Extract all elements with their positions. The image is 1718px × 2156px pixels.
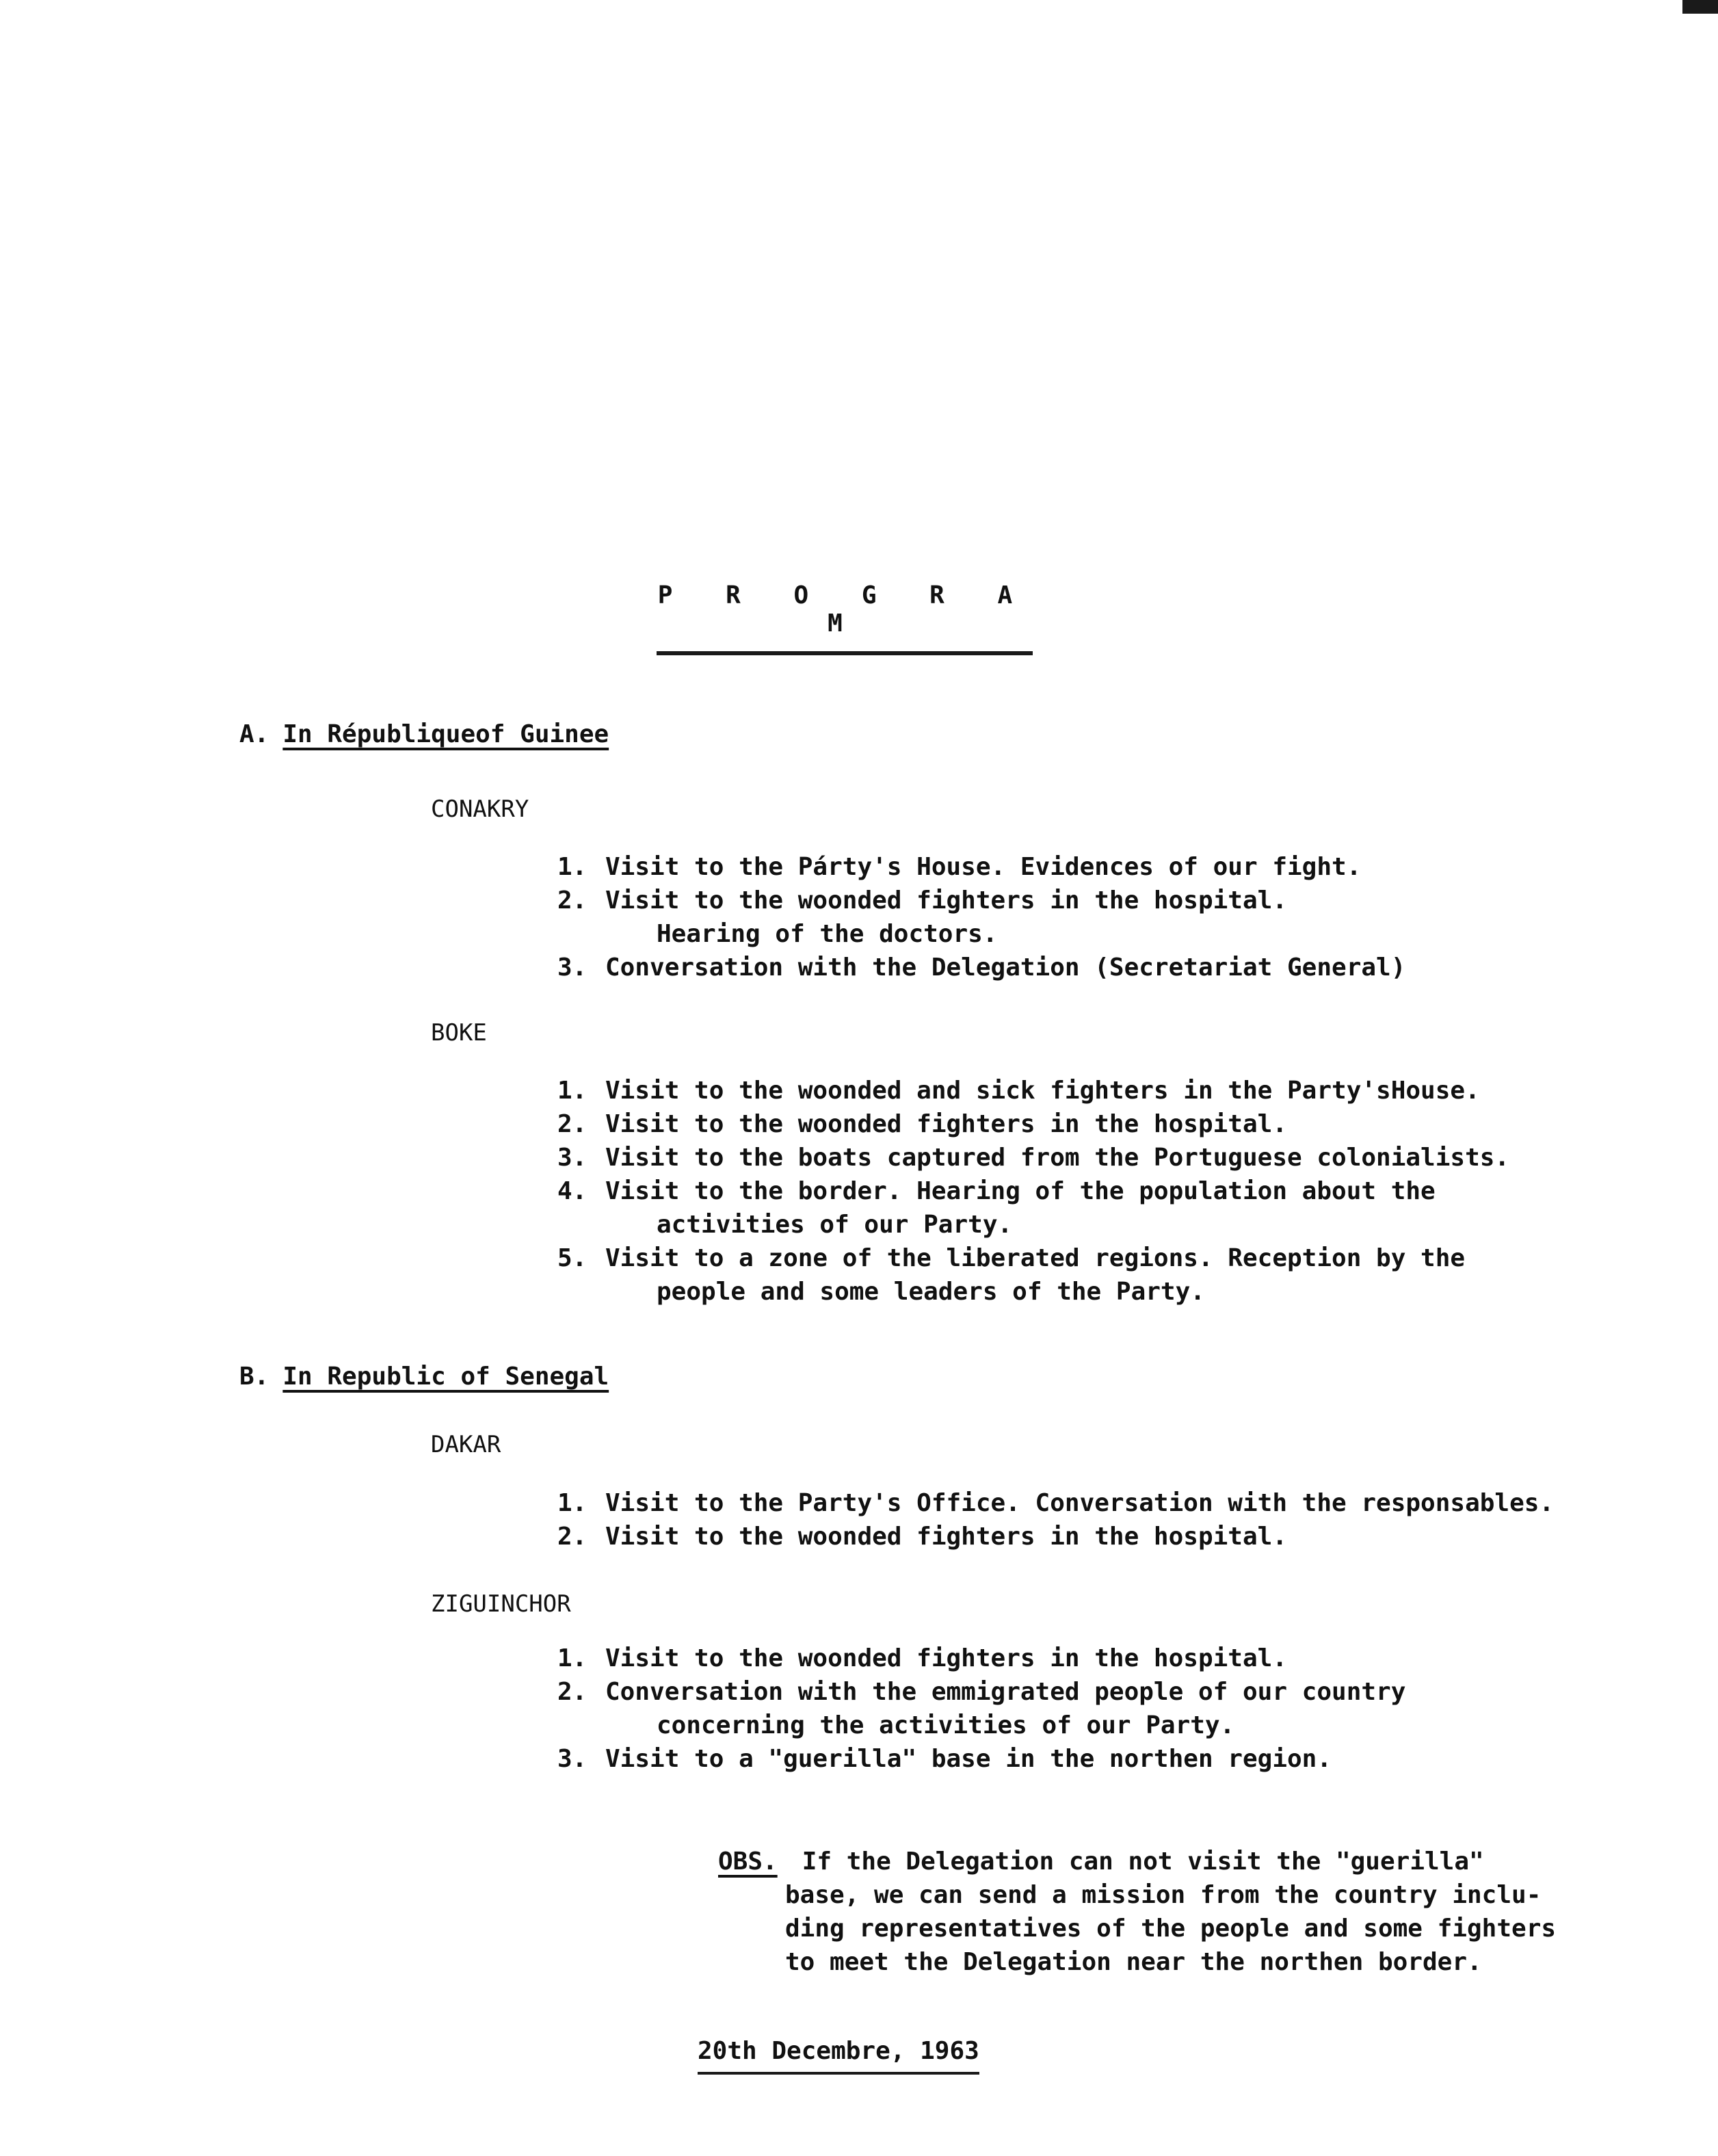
scan-corner-mark [1682,0,1718,14]
conakry-list [557,850,1405,984]
city-ziguinchor: ZIGUINCHOR [431,1590,571,1618]
list-item: 2. Visit to the woonded fighters in the hospital. Hearing of the doctors. [557,886,1287,948]
obs-line: base, we can send a mission from the country inclu- [785,1881,1542,1909]
section-a-title: In Républiqueof Guinee [282,720,609,748]
list-item: 1. Visit to the woonded and sick fighters in the Party'sHouse. [557,1077,1480,1105]
section-b-letter: B. [239,1363,269,1391]
document-date: 20th Decembre, 1963 [698,2037,979,2075]
boke-list [557,1074,1509,1309]
section-b-heading [239,1363,609,1391]
section-a-letter: A. [239,720,269,748]
list-item: 2. Visit to the woonded fighters in the hospital. [557,1523,1287,1551]
obs-note [718,1845,1556,1979]
list-item: 5. Visit to a zone of the liberated regions. Reception by the people and some leaders of the Party. [557,1244,1466,1306]
ziguinchor-list [557,1642,1405,1776]
list-item: 1. Visit to the Párty's House. Evidences of our fight. [557,853,1362,881]
dakar-list [557,1486,1554,1553]
list-item: 3. Visit to a "guerilla" base in the northen region. [557,1745,1332,1773]
city-boke: BOKE [431,1019,487,1047]
city-dakar: DAKAR [431,1431,501,1458]
obs-line: to meet the Delegation near the northen border. [785,1948,1482,1976]
section-a-heading [239,720,609,748]
obs-line: If the Delegation can not visit the "guerilla" [802,1848,1484,1876]
list-item: 2. Visit to the woonded fighters in the hospital. [557,1110,1287,1138]
list-item: 1. Visit to the Party's Office. Conversation with the responsables. [557,1489,1555,1517]
list-item: 4. Visit to the border. Hearing of the population about the activities of our Party. [557,1177,1436,1239]
list-item: 2. Conversation with the emmigrated people of our country concerning the activities of our Party. [557,1678,1406,1739]
list-item: 1. Visit to the woonded fighters in the hospital. [557,1644,1287,1672]
city-conakry: CONAKRY [431,796,529,823]
document-title: P R O G R A M [657,581,1033,655]
list-item: 3. Visit to the boats captured from the Portuguese colonialists. [557,1144,1510,1172]
obs-label: OBS. [718,1848,778,1876]
section-b-title: In Republic of Senegal [282,1363,609,1391]
obs-line: ding representatives of the people and some fighters [785,1915,1557,1943]
list-item: 3. Conversation with the Delegation (Secretariat General) [557,954,1406,982]
